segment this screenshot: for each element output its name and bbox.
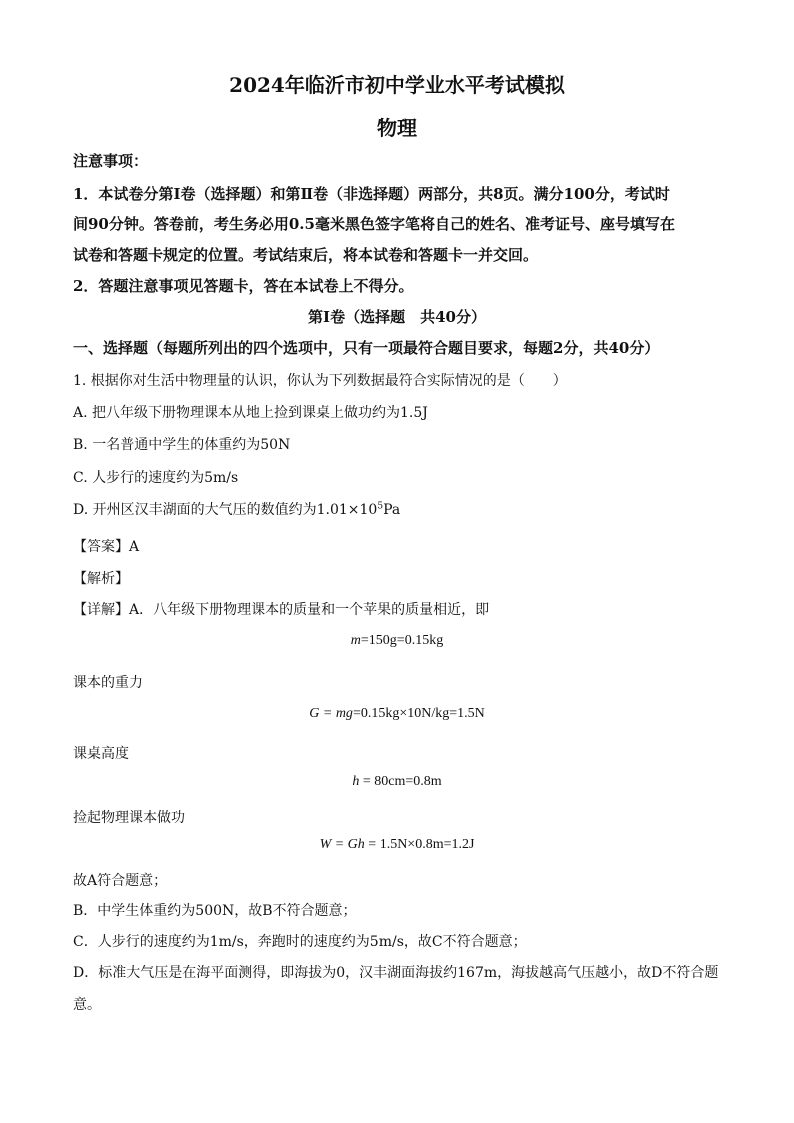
option-d	[73, 499, 400, 519]
conclusion-b: B．中学生体重约为500N，故B不符合题意；	[73, 903, 357, 919]
notes-heading: 注意事项：	[73, 152, 149, 170]
notes-line-3: 试卷和答题卡规定的位置。考试结束后，将本试卷和答题卡一并交回。	[73, 246, 539, 264]
option-a: A. 把八年级下册物理课本从地上捡到课桌上做功约为1.5J	[73, 405, 428, 421]
notes-line-4: 2．答题注意事项见答题卡，答在本试卷上不得分。	[73, 277, 414, 295]
formula-mass-value: =150g=0.15kg	[360, 633, 444, 648]
formula-gravity-var: G = mg	[309, 706, 353, 721]
formula-height-var: h	[352, 774, 360, 789]
detail-line: 【详解】A．八年级下册物理课本的质量和一个苹果的质量相近，即	[73, 602, 490, 618]
conclusion-d-line-1: D．标准大气压是在海平面测得，即海拔为0，汉丰湖面海拔约167m，海拔越高气压越小，故D不符合题	[73, 965, 719, 981]
option-d-exponent: 5	[377, 501, 384, 512]
conclusion-d-line-2: 意。	[73, 997, 101, 1013]
conclusion-a: 故A符合题意；	[73, 873, 168, 889]
text-work: 捡起物理课本做功	[73, 810, 185, 826]
option-b: B. 一名普通中学生的体重约为50N	[73, 437, 291, 453]
part-1-title: 第Ⅰ卷（选择题 共40分）	[308, 308, 486, 326]
formula-work-var: W = Gh	[319, 837, 365, 852]
formula-height-value: = 80cm=0.8m	[359, 774, 442, 789]
analysis-label: 【解析】	[73, 571, 129, 587]
question-1-stem: 1. 根据你对生活中物理量的认识，你认为下列数据最符合实际情况的是（ ）	[73, 373, 567, 389]
section-1-title: 一、选择题（每题所列出的四个选项中，只有一项最符合题目要求，每题2分，共40分）	[73, 339, 660, 357]
formula-mass-var: m	[350, 633, 361, 648]
exam-title: 2024年临沂市初中学业水平考试模拟	[229, 73, 565, 97]
subject-title: 物理	[377, 116, 417, 140]
answer-label: 【答案】A	[73, 539, 140, 555]
formula-gravity-value: =0.15kg×10N/kg=1.5N	[352, 706, 485, 721]
formula-height	[0, 774, 794, 790]
notes-line-2: 间90分钟。答卷前，考生务必用0.5毫米黑色签字笔将自己的姓名、准考证号、座号填写在	[73, 215, 675, 233]
option-c: C. 人步行的速度约为5m/s	[73, 470, 239, 486]
formula-work	[0, 837, 794, 853]
formula-gravity	[0, 706, 794, 722]
conclusion-c: C．人步行的速度约为1m/s，奔跑时的速度约为5m/s，故C不符合题意；	[73, 934, 527, 950]
option-d-unit: Pa	[383, 502, 401, 518]
formula-work-value: = 1.5N×0.8m=1.2J	[364, 837, 475, 852]
text-gravity: 课本的重力	[73, 675, 143, 691]
formula-mass	[0, 633, 794, 649]
option-d-text: D. 开州区汉丰湖面的大气压的数值约为1.01×10	[73, 502, 378, 518]
notes-line-1: 1．本试卷分第Ⅰ卷（选择题）和第Ⅱ卷（非选择题）两部分，共8页。满分100分，考试时	[73, 185, 670, 203]
text-desk-height: 课桌高度	[73, 746, 129, 762]
